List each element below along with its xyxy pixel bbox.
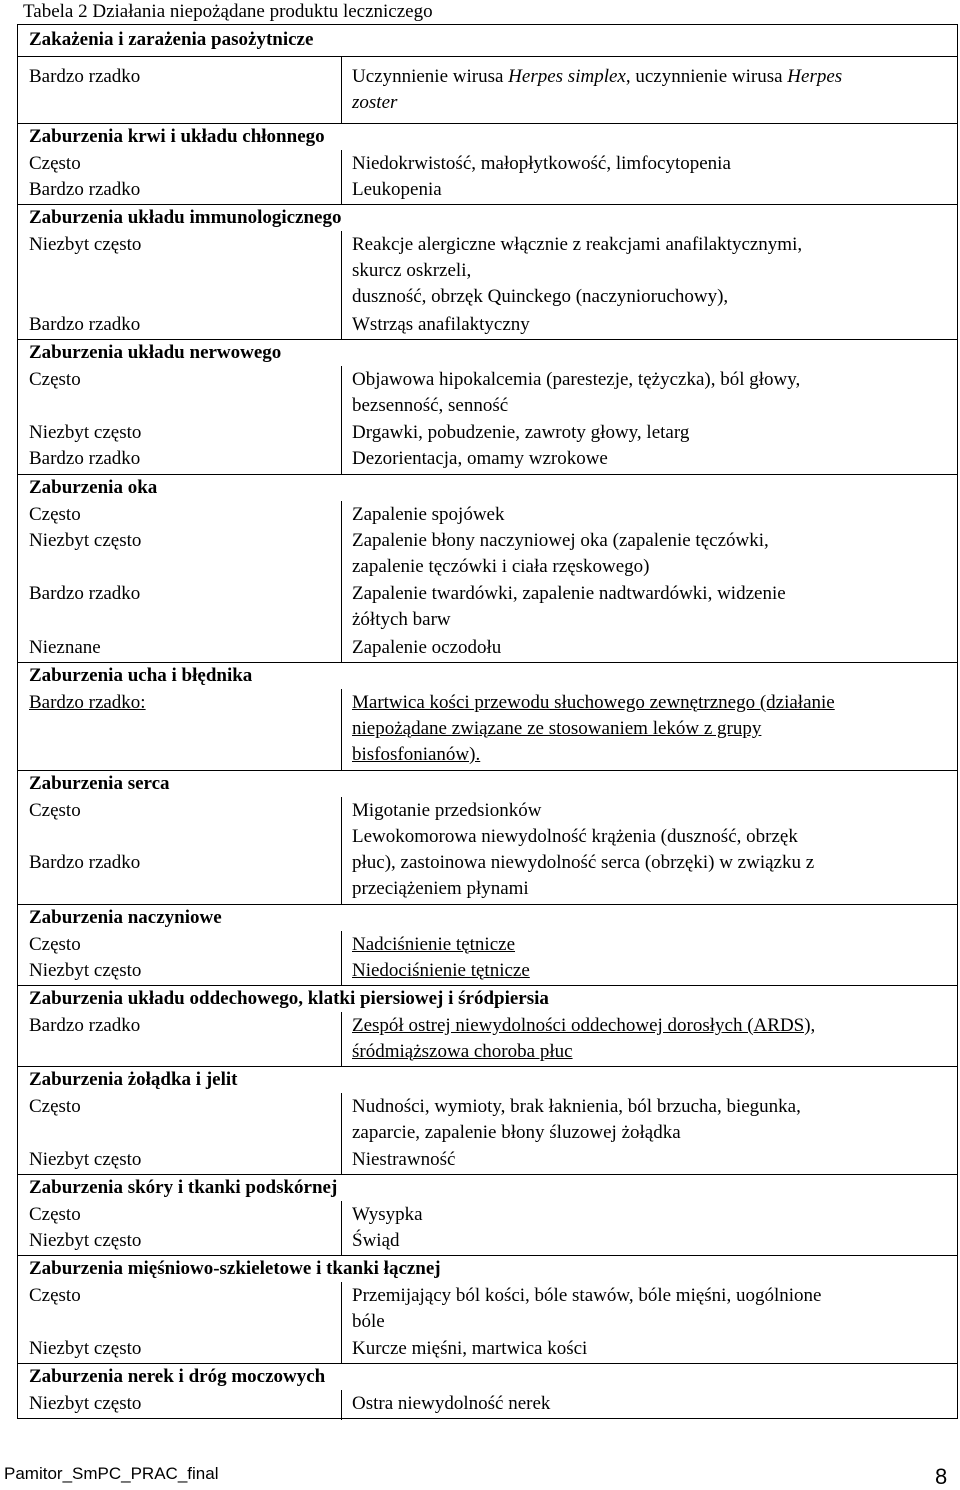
reaction-text: Wstrząs anafilaktyczny — [352, 314, 530, 335]
frequency-label: Nieznane — [29, 637, 101, 658]
column-divider — [341, 689, 342, 770]
frequency-label: Bardzo rzadko — [29, 1015, 141, 1036]
reaction-text: skurcz oskrzeli, — [352, 260, 472, 281]
row-divider — [18, 474, 957, 475]
column-divider — [341, 1093, 342, 1174]
column-divider — [341, 1201, 342, 1255]
section-title: Zaburzenia żołądka i jelit — [29, 1069, 238, 1090]
reaction-text: Dezorientacja, omamy wzrokowe — [352, 448, 608, 469]
adverse-reactions-table — [17, 24, 958, 1419]
row-divider — [18, 56, 957, 57]
column-divider — [341, 150, 342, 204]
reaction-text: Lewokomorowa niewydolność krążenia (duszność, obrzęk — [352, 826, 798, 847]
reaction-text: bóle — [352, 1311, 385, 1332]
frequency-label: Niezbyt często — [29, 960, 142, 981]
frequency-label: Niezbyt często — [29, 1393, 142, 1414]
frequency-label: Często — [29, 934, 81, 955]
reaction-text: Leukopenia — [352, 179, 442, 200]
frequency-label: Bardzo rzadko — [29, 66, 141, 87]
section-title: Zaburzenia nerek i dróg moczowych — [29, 1366, 326, 1387]
frequency-label: Niezbyt często — [29, 1149, 142, 1170]
reaction-text: Zapalenie błony naczyniowej oka (zapalenie tęczówki, — [352, 530, 769, 551]
frequency-label: Niezbyt często — [29, 234, 142, 255]
reaction-text: przeciążeniem płynami — [352, 878, 529, 899]
frequency-label: Często — [29, 1285, 81, 1306]
reaction-text: zaparcie, zapalenie błony śluzowej żołądka — [352, 1122, 681, 1143]
reaction-text: Drgawki, pobudzenie, zawroty głowy, letarg — [352, 422, 690, 443]
reaction-text: Zapalenie twardówki, zapalenie nadtwardówki, widzenie — [352, 583, 786, 604]
reaction-text: płuc), zastoinowa niewydolność serca (obrzęki) w związku z — [352, 852, 815, 873]
section-title: Zaburzenia skóry i tkanki podskórnej — [29, 1177, 338, 1198]
frequency-label: Bardzo rzadko — [29, 314, 141, 335]
frequency-label: Niezbyt często — [29, 422, 142, 443]
reaction-text: Zespół ostrej niewydolności oddechowej dorosłych (ARDS), — [352, 1015, 816, 1036]
frequency-label: Bardzo rzadko — [29, 179, 141, 200]
column-divider — [341, 501, 342, 662]
reaction-text: Wysypka — [352, 1204, 423, 1225]
reaction-text: zapalenie tęczówki i ciała rzęskowego) — [352, 556, 650, 577]
section-title: Zaburzenia mięśniowo-szkieletowe i tkanki łącznej — [29, 1258, 441, 1279]
reaction-text: Martwica kości przewodu słuchowego zewnętrznego (działanie — [352, 692, 835, 713]
reaction-text: żółtych barw — [352, 609, 451, 630]
frequency-label: Niezbyt często — [29, 530, 142, 551]
frequency-label: Często — [29, 153, 81, 174]
reaction-text: bezsenność, senność — [352, 395, 509, 416]
document-name: Pamitor_SmPC_PRAC_final — [4, 1464, 219, 1483]
column-divider — [341, 1012, 342, 1066]
reaction-text: Przemijający ból kości, bóle stawów, bóle mięśni, uogólnione — [352, 1285, 822, 1306]
reaction-text: Uczynnienie wirusa Herpes simplex, uczynnienie wirusa Herpes — [352, 66, 843, 87]
frequency-label: Często — [29, 369, 81, 390]
frequency-label: Bardzo rzadko — [29, 448, 141, 469]
column-divider — [341, 56, 342, 123]
reaction-text: Objawowa hipokalcemia (parestezje, tężyczka), ból głowy, — [352, 369, 801, 390]
column-divider — [341, 366, 342, 474]
reaction-text: śródmiąższowa choroba płuc — [352, 1041, 573, 1062]
column-divider — [341, 1390, 342, 1420]
frequency-label: Często — [29, 1204, 81, 1225]
frequency-label: Bardzo rzadko: — [29, 692, 146, 713]
reaction-text: bisfosfonianów). — [352, 744, 481, 765]
reaction-text: Niedociśnienie tętnicze — [352, 960, 530, 981]
column-divider — [341, 1282, 342, 1363]
reaction-text: Reakcje alergiczne włącznie z reakcjami anafilaktycznymi, — [352, 234, 803, 255]
frequency-label: Bardzo rzadko — [29, 852, 141, 873]
section-title: Zaburzenia układu nerwowego — [29, 342, 282, 363]
section-title: Zaburzenia oka — [29, 477, 158, 498]
column-divider — [341, 231, 342, 339]
reaction-text: Migotanie przedsionków — [352, 800, 542, 821]
section-title: Zaburzenia krwi i układu chłonnego — [29, 126, 325, 147]
column-divider — [341, 797, 342, 904]
reaction-text: niepożądane związane ze stosowaniem leków z grupy — [352, 718, 762, 739]
reaction-text: duszność, obrzęk Quinckego (naczynioruchowy), — [352, 286, 729, 307]
reaction-text: Nudności, wymioty, brak łaknienia, ból brzucha, biegunka, — [352, 1096, 801, 1117]
frequency-label: Bardzo rzadko — [29, 583, 141, 604]
column-divider — [341, 931, 342, 985]
reaction-text: zoster — [352, 92, 398, 113]
section-title: Zakażenia i zarażenia pasożytnicze — [29, 29, 314, 50]
reaction-text: Kurcze mięśni, martwica kości — [352, 1338, 588, 1359]
section-title: Zaburzenia układu oddechowego, klatki piersiowej i śródpiersia — [29, 988, 549, 1009]
reaction-text: Niestrawność — [352, 1149, 456, 1170]
frequency-label: Niezbyt często — [29, 1338, 142, 1359]
reaction-text: Nadciśnienie tętnicze — [352, 934, 516, 955]
frequency-label: Często — [29, 800, 81, 821]
table-caption: Tabela 2 Działania niepożądane produktu leczniczego — [23, 1, 433, 22]
section-title: Zaburzenia naczyniowe — [29, 907, 222, 928]
reaction-text: Ostra niewydolność nerek — [352, 1393, 551, 1414]
section-title: Zaburzenia układu immunologicznego — [29, 207, 342, 228]
frequency-label: Niezbyt często — [29, 1230, 142, 1251]
page-number: 8 — [935, 1464, 948, 1489]
section-title: Zaburzenia serca — [29, 773, 170, 794]
frequency-label: Często — [29, 504, 81, 525]
frequency-label: Często — [29, 1096, 81, 1117]
reaction-text: Zapalenie spojówek — [352, 504, 505, 525]
reaction-text: Niedokrwistość, małopłytkowość, limfocytopenia — [352, 153, 731, 174]
reaction-text: Zapalenie oczodołu — [352, 637, 502, 658]
section-title: Zaburzenia ucha i błędnika — [29, 665, 253, 686]
reaction-text: Świąd — [352, 1230, 400, 1251]
